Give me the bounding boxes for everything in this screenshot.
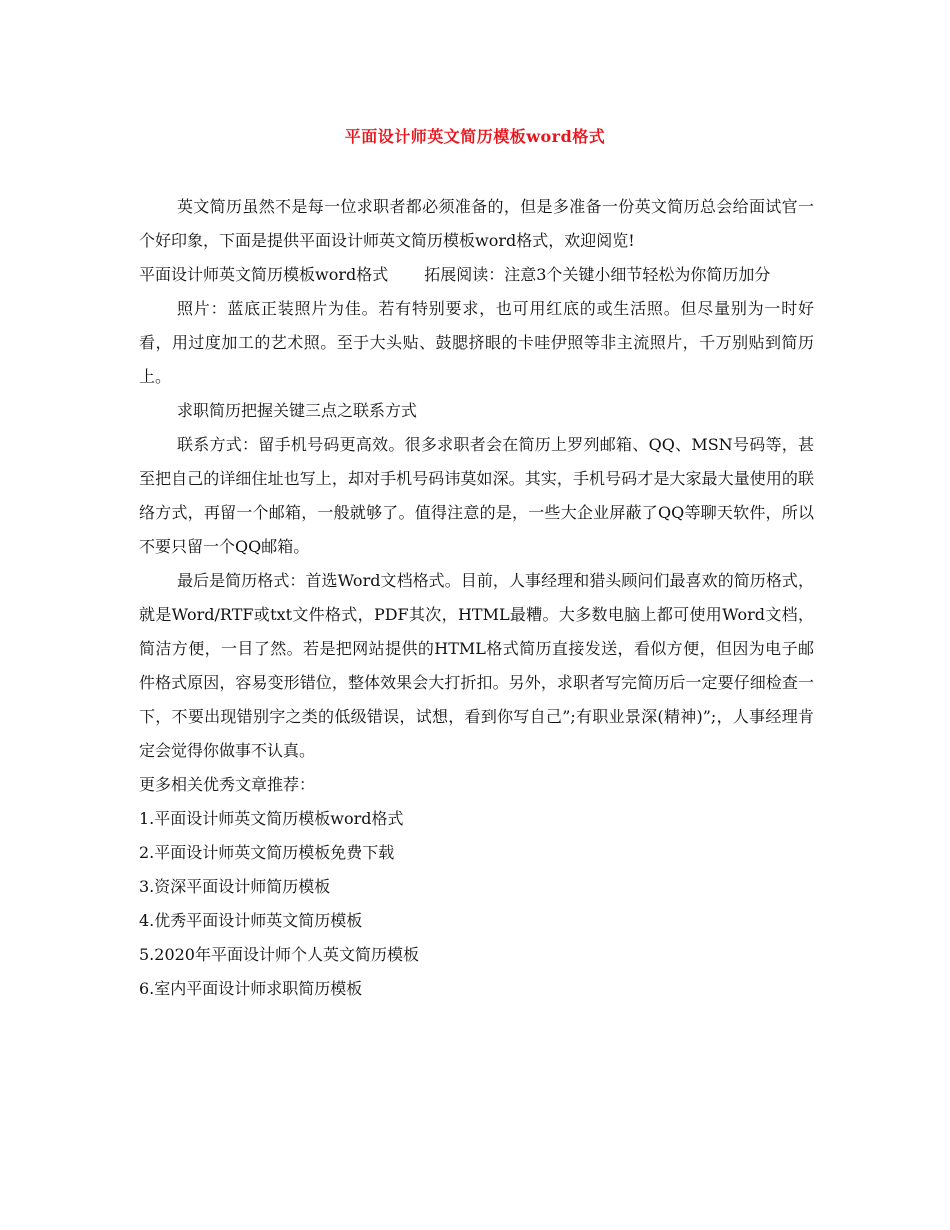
document-body [139,190,814,1006]
title-reading-line [139,258,814,292]
related-article-item: 3.资深平面设计师简历模板 [139,877,331,896]
intro-paragraph [139,190,814,258]
contact-heading: 求职简历把握关键三点之联系方式 [177,401,418,420]
related-article-item: 4.优秀平面设计师英文简历模板 [139,911,363,930]
document-title: 平面设计师英文简历模板word格式 [344,127,606,146]
extended-reading-text: 拓展阅读：注意3个关键小细节轻松为你简历加分 [424,265,771,284]
related-article-item: 2.平面设计师英文简历模板免费下载 [139,843,395,862]
intro-title-repeat: 平面设计师英文简历模板word格式 [139,265,389,284]
photo-paragraph: 照片：蓝底正装照片为佳。若有特别要求，也可用红底的或生活照。但尽量别为一时好看，用过度加工的艺术照。至于大头贴、鼓腮挤眼的卡哇伊照等非主流照片，千万别贴到简历上。 [139,299,814,386]
contact-paragraph: 联系方式：留手机号码更高效。很多求职者会在简历上罗列邮箱、QQ、MSN号码等，甚至把自己的详细住址也写上，却对手机号码讳莫如深。其实，手机号码才是大家最大量使用的联络方式，再留一个邮箱，一般就够了。值得注意的是，一些大企业屏蔽了QQ等聊天软件，所以不要只留一个QQ邮箱。 [139,435,814,556]
related-article-item: 6.室内平面设计师求职简历模板 [139,979,363,998]
more-articles-heading: 更多相关优秀文章推荐： [139,775,316,794]
intro-text: 英文简历虽然不是每一位求职者都必须准备的，但是多准备一份英文简历总会给面试官一个好印象，下面是提供平面设计师英文简历模板word格式，欢迎阅览! [139,197,814,250]
format-paragraph: 最后是简历格式：首选Word文档格式。目前，人事经理和猎头顾问们最喜欢的简历格式，就是Word/RTF或txt文件格式，PDF其次，HTML最糟。大多数电脑上都可使用Word文档，简洁方便，一目了然。若是把网站提供的HTML格式简历直接发送，看似方便，但因为电子邮件格式原因，容易变形错位，整体效果会大打折扣。另外，求职者写完简历后一定要仔细检查一下，不要出现错别字之类的低级错误，试想，看到你写自己”;有职业景深(精神)”;，人事经理肯定会觉得你做事不认真。 [139,571,814,760]
related-article-item: 5.2020年平面设计师个人英文简历模板 [139,945,419,964]
related-article-item: 1.平面设计师英文简历模板word格式 [139,809,404,828]
related-articles-list [139,802,814,1006]
